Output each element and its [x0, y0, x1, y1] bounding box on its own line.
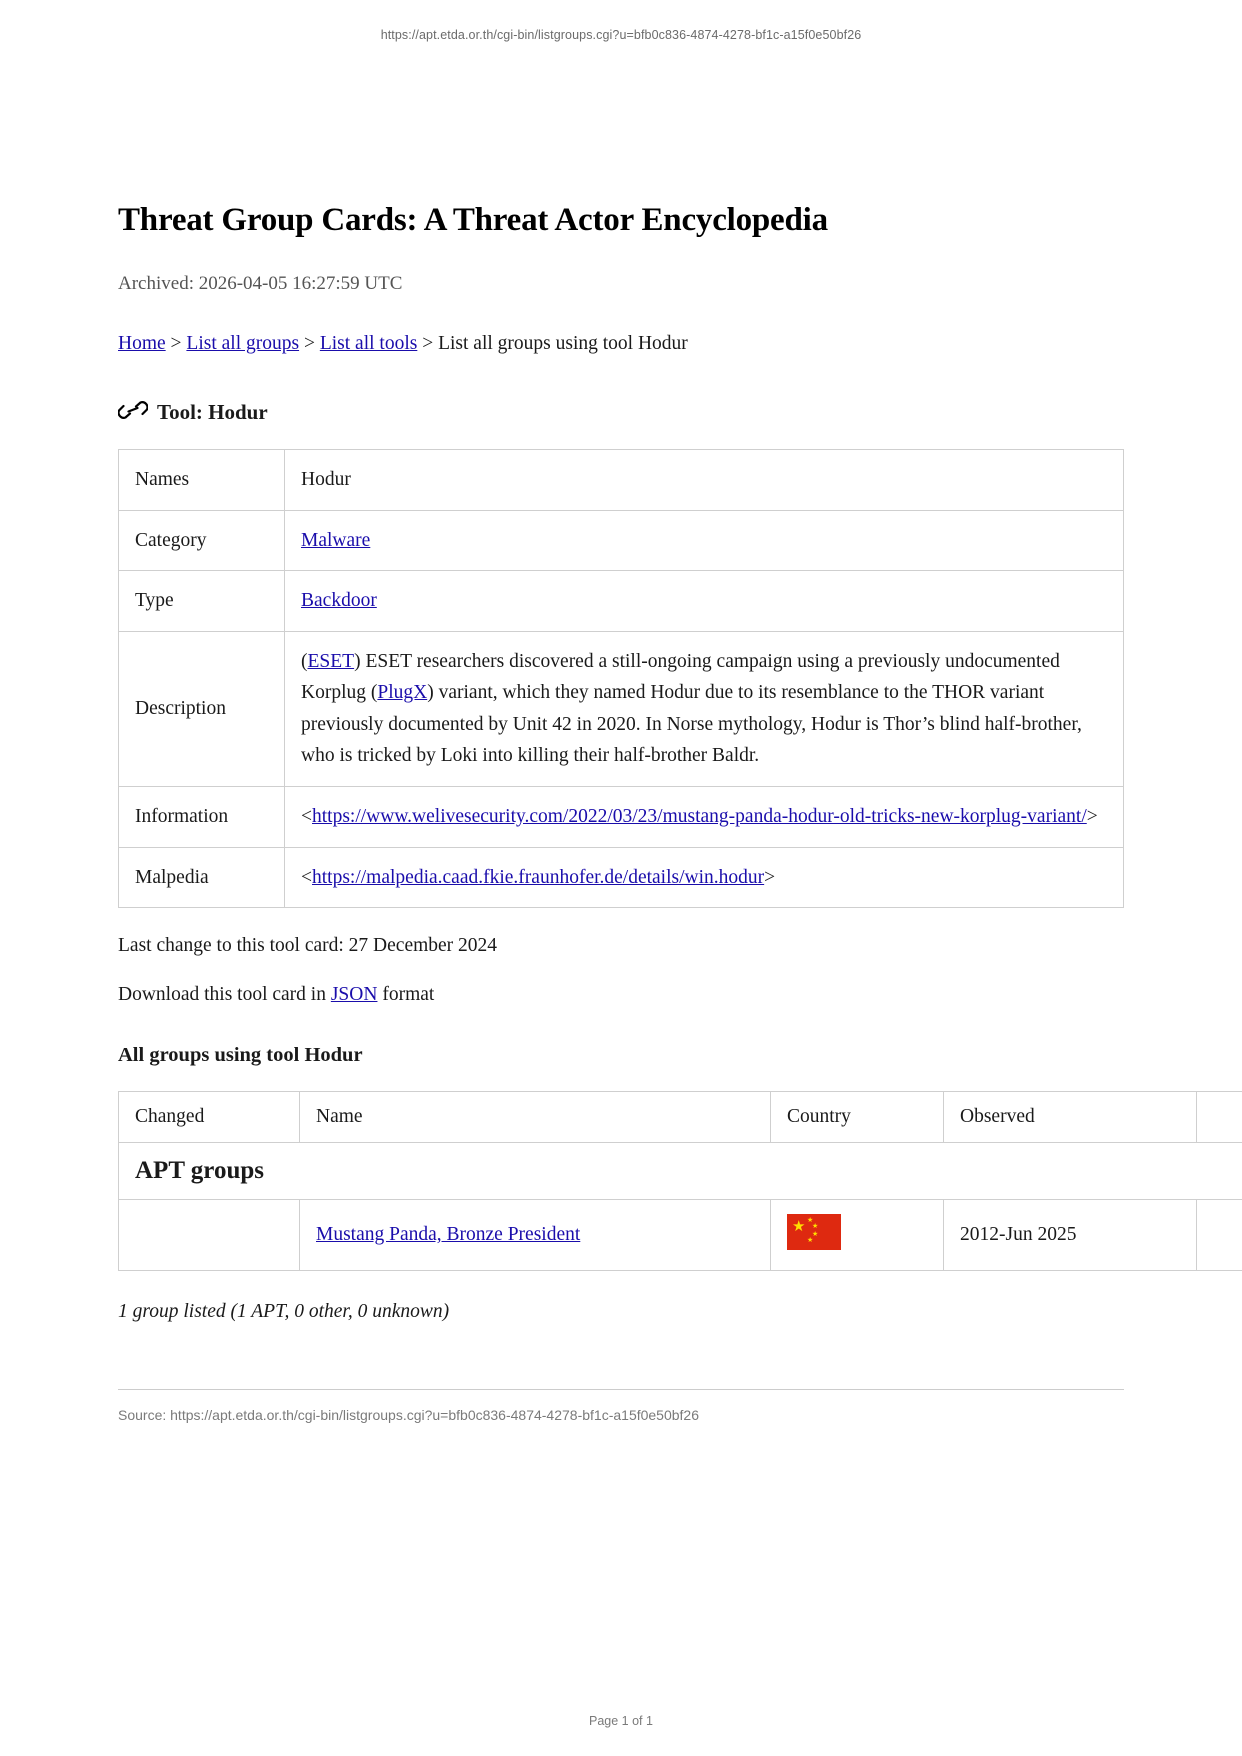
cell-extra: [1197, 1200, 1242, 1271]
angle-close-malpedia: >: [764, 866, 776, 888]
flag-star-small-4: ★: [807, 1236, 814, 1245]
breadcrumb-separator-3: >: [417, 333, 439, 354]
breadcrumb: [118, 333, 1124, 355]
breadcrumb-separator-1: >: [165, 333, 187, 354]
column-header-name: Name: [300, 1092, 771, 1143]
row-label-names: Names: [119, 450, 285, 511]
table-section-row: [119, 1143, 1242, 1200]
section-header-label: APT groups: [135, 1157, 264, 1185]
malpedia-link[interactable]: https://malpedia.caad.fkie.fraunhofer.de/details/win.hodur: [312, 866, 765, 888]
download-json-link[interactable]: JSON: [330, 984, 378, 1006]
download-line: [118, 984, 1124, 1006]
breadcrumb-link-list-tools[interactable]: List all tools: [319, 333, 418, 354]
cell-changed: [119, 1200, 300, 1271]
groups-section-title: All groups using tool Hodur: [118, 1044, 363, 1067]
table-row: [119, 571, 1124, 632]
tool-heading: [118, 399, 1124, 425]
angle-open-malpedia: <: [301, 866, 312, 888]
archived-timestamp: Archived: 2026-04-05 16:27:59 UTC: [118, 273, 403, 294]
row-value-names: Hodur: [285, 450, 1124, 511]
cn-flag-icon: [787, 1214, 841, 1250]
column-header-observed: Observed: [944, 1092, 1197, 1143]
category-link[interactable]: Malware: [301, 529, 371, 551]
column-header-extra: [1197, 1092, 1242, 1143]
page-number: Page 1 of 1: [589, 1714, 653, 1728]
flag-star-small-2: ★: [812, 1222, 819, 1231]
desc-text-part-1: ) ESET researchers discovered a still-ongoing campaign using a previously undocumented Korplug (: [301, 650, 1060, 704]
last-change-text: Last change to this tool card: 27 December 2024: [118, 935, 498, 957]
desc-text-part-2: ) variant, which they named Hodur due to its resemblance to the THOR variant previously documented by Unit 42 in 2020. In Norse mythology, Hodur is Thor’s blind half-brother, who is tricked by Loki into killing their half-brother Baldr.: [301, 682, 1082, 767]
type-link[interactable]: Backdoor: [301, 590, 377, 612]
page-title: Threat Group Cards: A Threat Actor Encyclopedia: [118, 202, 828, 238]
row-label-description: Description: [119, 631, 285, 786]
group-link-mustang-panda[interactable]: Mustang Panda, Bronze President: [316, 1224, 581, 1246]
row-value-type: [285, 571, 1124, 632]
breadcrumb-current: List all groups using tool Hodur: [438, 333, 688, 354]
row-value-category: [285, 510, 1124, 571]
table-row: [119, 510, 1124, 571]
section-header-apt-groups: [119, 1143, 1242, 1200]
breadcrumb-separator-2: >: [299, 333, 320, 354]
groups-table: [118, 1091, 1242, 1271]
groups-summary: 1 group listed (1 APT, 0 other, 0 unknown): [118, 1301, 450, 1323]
flag-star-small-1: ★: [807, 1216, 814, 1225]
table-header-row: [119, 1092, 1242, 1143]
flag-star-large: ★: [792, 1219, 806, 1236]
angle-close-information: >: [1086, 806, 1098, 828]
table-row: [119, 787, 1124, 848]
row-value-information: [285, 787, 1124, 848]
description-link-plugx[interactable]: PlugX: [377, 682, 428, 704]
row-label-category: Category: [119, 510, 285, 571]
table-row: [119, 847, 1124, 908]
information-link[interactable]: https://www.welivesecurity.com/2022/03/23/mustang-panda-hodur-old-tricks-new-korplug-variant/: [312, 806, 1087, 828]
row-label-type: Type: [119, 571, 285, 632]
description-link-eset[interactable]: ESET: [307, 650, 355, 672]
cell-country: [771, 1200, 944, 1271]
download-suffix: format: [377, 984, 435, 1006]
row-label-information: Information: [119, 787, 285, 848]
table-row: [119, 631, 1124, 786]
tool-card-table: [118, 449, 1124, 908]
desc-open-paren: (: [301, 650, 308, 672]
footer-divider: [118, 1389, 1124, 1390]
source-url: Source: https://apt.etda.or.th/cgi-bin/listgroups.cgi?u=bfb0c836-4874-4278-bf1c-a15f0e50bf26: [118, 1407, 700, 1424]
breadcrumb-link-list-groups[interactable]: List all groups: [186, 333, 300, 354]
cell-name: [300, 1200, 771, 1271]
flag-star-small-3: ★: [812, 1230, 819, 1239]
tool-heading-label: Tool: Hodur: [157, 399, 268, 424]
breadcrumb-link-home[interactable]: Home: [118, 333, 166, 354]
angle-open-information: <: [301, 806, 312, 828]
column-header-country: Country: [771, 1092, 944, 1143]
row-value-malpedia: [285, 847, 1124, 908]
table-row: [119, 1200, 1242, 1271]
link-icon: [118, 397, 148, 423]
document-content: [0, 42, 1242, 1423]
cell-observed: 2012-Jun 2025: [944, 1200, 1197, 1271]
column-header-changed: Changed: [119, 1092, 300, 1143]
row-label-malpedia: Malpedia: [119, 847, 285, 908]
download-prefix: Download this tool card in: [118, 984, 331, 1006]
row-value-description: [285, 631, 1124, 786]
table-row: [119, 450, 1124, 511]
page-header-url: https://apt.etda.or.th/cgi-bin/listgroups.cgi?u=bfb0c836-4874-4278-bf1c-a15f0e50bf26: [380, 28, 862, 42]
